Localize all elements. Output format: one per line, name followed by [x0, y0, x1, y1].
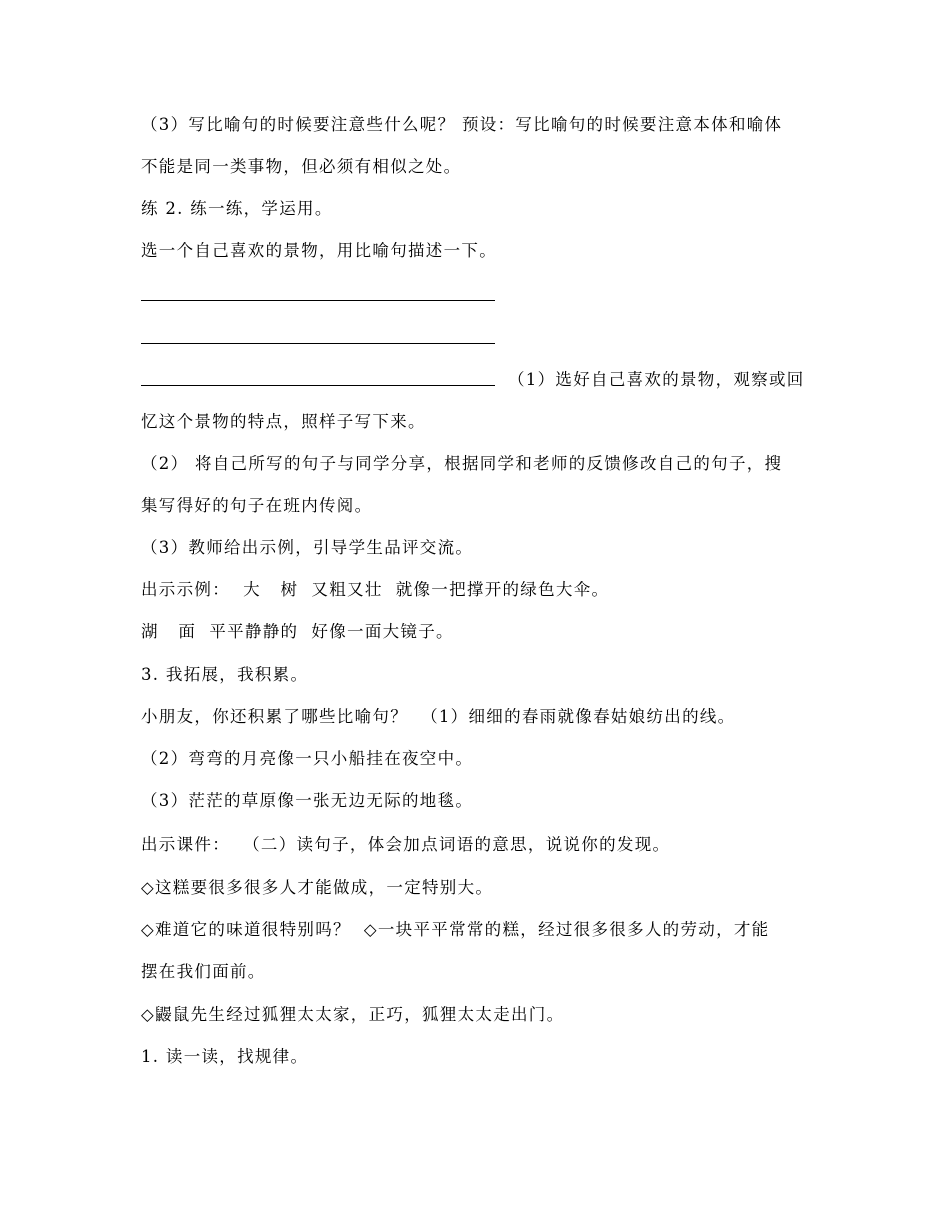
- text-line-3: 练 2. 练一练，学运用。: [141, 199, 333, 218]
- text-line-2: 不能是同一类事物，但必须有相似之处。: [141, 157, 462, 176]
- text-line-21: 1. 读一读，找规律。: [141, 1047, 309, 1066]
- text-line-18: ◇难道它的味道很特别吗？ ◇一块平平常常的糕，经过很多很多人的劳动，才能: [141, 920, 770, 939]
- answer-blank-line-2: [141, 343, 495, 344]
- text-line-9: （3）教师给出示例，引导学生品评交流。: [141, 538, 474, 557]
- answer-blank-line-1: [141, 300, 495, 301]
- text-line-8: 集写得好的句子在班内传阅。: [141, 496, 373, 515]
- text-line-4: 选一个自己喜欢的景物，用比喻句描述一下。: [141, 241, 497, 260]
- text-line-5: （1）选好自己喜欢的景物，观察或回: [508, 370, 805, 389]
- text-line-15: （3）茫茫的草原像一张无边无际的地毯。: [141, 791, 474, 810]
- text-line-6: 忆这个景物的特点，照样子写下来。: [141, 412, 426, 431]
- text-line-13: 小朋友，你还积累了哪些比喻句？ （1）细细的春雨就像春姑娘纺出的线。: [141, 707, 736, 726]
- text-line-14: （2）弯弯的月亮像一只小船挂在夜空中。: [141, 749, 474, 768]
- text-line-11: 湖 面 平平静静的 好像一面大镜子。: [141, 622, 454, 641]
- text-line-10: 出示示例： 大 树 又粗又壮 就像一把撑开的绿色大伞。: [141, 580, 610, 599]
- text-line-7: （2） 将自己所写的句子与同学分享，根据同学和老师的反馈修改自己的句子，搜: [141, 454, 783, 473]
- text-line-16: 出示课件： （二）读句子，体会加点词语的意思，说说你的发现。: [141, 835, 671, 854]
- text-line-1: （3）写比喻句的时候要注意些什么呢？ 预设：写比喻句的时候要注意本体和喻体: [141, 115, 783, 134]
- text-line-20: ◇鼹鼠先生经过狐狸太太家，正巧，狐狸太太走出门。: [141, 1005, 565, 1024]
- answer-blank-line-3: [141, 385, 495, 386]
- text-line-19: 摆在我们面前。: [141, 962, 266, 981]
- text-line-12: 3. 我拓展，我积累。: [141, 665, 309, 684]
- text-line-17: ◇这糕要很多很多人才能做成，一定特别大。: [141, 878, 494, 897]
